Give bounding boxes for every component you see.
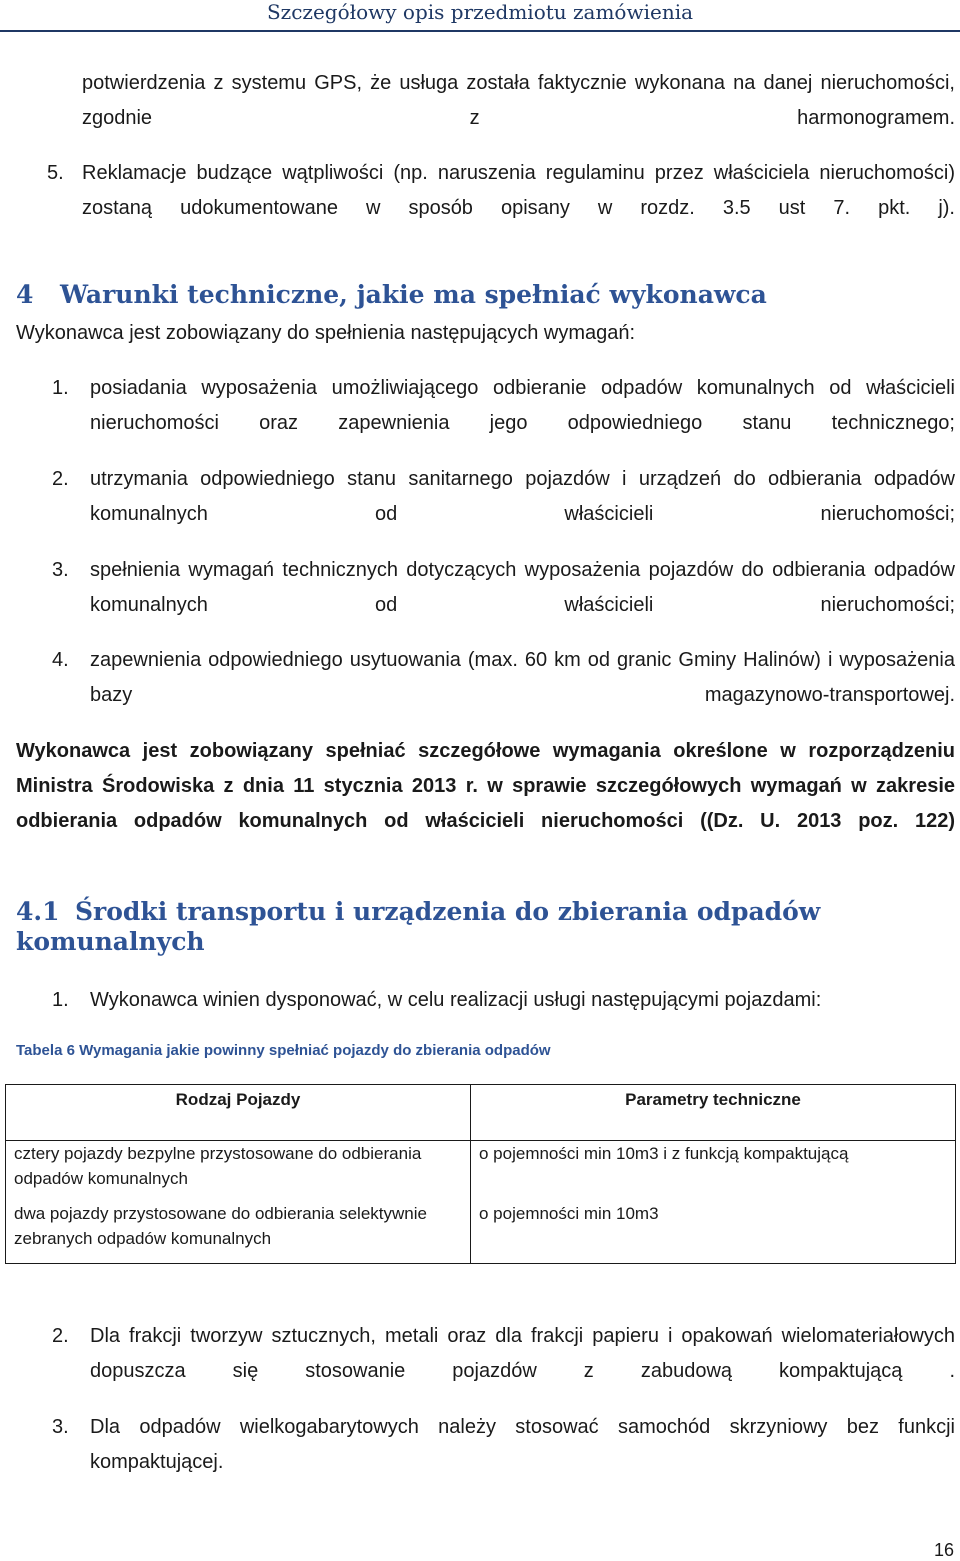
vehicles-table <box>5 1084 956 1264</box>
section-4-heading <box>16 280 946 310</box>
requirement-3-text: spełnienia wymagań technicznych dotyczących wyposażenia pojazdów do odbierania odpadów komunalnych od właścicieli nieruchomości; <box>90 559 955 616</box>
section-4-1-number: 4.1 <box>16 897 60 926</box>
regulation-paragraph: Wykonawca jest zobowiązany spełniać szczegółowe wymagania określone w rozporządzeniu Ministra Środowiska z dnia 11 stycznia 2013 r. w sprawie szczegółowych wymagań w zakresie odbierania odpadów komunalnych od właścicieli nieruchomości ((Dz. U. 2013 poz. 122) <box>16 740 955 832</box>
vehicle-item1-number: 1. <box>52 989 69 1011</box>
table-row <box>6 1201 956 1264</box>
intro-item5-number: 5. <box>47 162 64 184</box>
vehicle-item3-number: 3. <box>52 1416 69 1438</box>
table-row <box>6 1140 956 1201</box>
vehicle-item1-text: Wykonawca winien dysponować, w celu realizacji usługi następującymi pojazdami: <box>90 989 822 1011</box>
vehicle-item2-number: 2. <box>52 1325 69 1347</box>
table-cell-vehicle-type: dwa pojazdy przystosowane do odbierania selektywnie zebranych odpadów komunalnych <box>6 1201 471 1264</box>
requirement-4-number: 4. <box>52 649 69 671</box>
requirement-2-text: utrzymania odpowiedniego stanu sanitarnego pojazdów i urządzeń do odbierania odpadów komunalnych od właścicieli nieruchomości; <box>90 468 955 525</box>
intro-item5-text: Reklamacje budzące wątpliwości (np. naruszenia regulaminu przez właściciela nieruchomości) zostaną udokumentowane w sposób opisany w rozdz. 3.5 ust 7. pkt. j). <box>82 162 955 219</box>
table-cell-vehicle-type: cztery pojazdy bezpylne przystosowane do odbierania odpadów komunalnych <box>6 1140 471 1201</box>
table-header-technical-params: Parametry techniczne <box>471 1085 956 1141</box>
section-4-1-title: Środki transportu i urządzenia do zbierania odpadów komunalnych <box>16 897 821 956</box>
requirement-1-text: posiadania wyposażenia umożliwiającego odbieranie odpadów komunalnych od właścicieli nieruchomości oraz zapewnienia jego odpowiedniego stanu technicznego; <box>90 377 955 434</box>
table-cell-technical-params: o pojemności min 10m3 i z funkcją kompaktującą <box>471 1140 956 1201</box>
vehicle-item2-text: Dla frakcji tworzyw sztucznych, metali oraz dla frakcji papieru i opakowań wielomateriałowych dopuszcza się stosowanie pojazdów z zabudową kompaktującą . <box>90 1325 955 1382</box>
section-4-number: 4 <box>16 280 34 309</box>
table-cell-technical-params: o pojemności min 10m3 <box>471 1201 956 1264</box>
section-4-1-heading <box>16 897 956 957</box>
page-number: 16 <box>933 1540 954 1560</box>
header-divider <box>0 30 960 32</box>
intro-continuation: potwierdzenia z systemu GPS, że usługa została faktycznie wykonana na danej nieruchomości, zgodnie z harmonogramem. <box>82 72 955 129</box>
vehicle-item3-text: Dla odpadów wielkogabarytowych należy stosować samochód skrzyniowy bez funkcji kompaktującej. <box>90 1416 955 1473</box>
requirement-2-number: 2. <box>52 468 69 490</box>
requirement-4-text: zapewnienia odpowiedniego usytuowania (max. 60 km od granic Gminy Halinów) i wyposażenia bazy magazynowo-transportowej. <box>90 649 955 706</box>
table-header-vehicle-type: Rodzaj Pojazdy <box>6 1085 471 1141</box>
requirement-1-number: 1. <box>52 377 69 399</box>
page-header-title: Szczegółowy opis przedmiotu zamówienia <box>266 0 694 24</box>
section-4-title: Warunki techniczne, jakie ma spełniać wykonawca <box>60 280 767 309</box>
section-4-lead: Wykonawca jest zobowiązany do spełnienia następujących wymagań: <box>16 322 636 344</box>
requirement-3-number: 3. <box>52 559 69 581</box>
table-header-row <box>6 1085 956 1141</box>
table-caption: Tabela 6 Wymagania jakie powinny spełniać pojazdy do zbierania odpadów <box>16 1042 551 1059</box>
